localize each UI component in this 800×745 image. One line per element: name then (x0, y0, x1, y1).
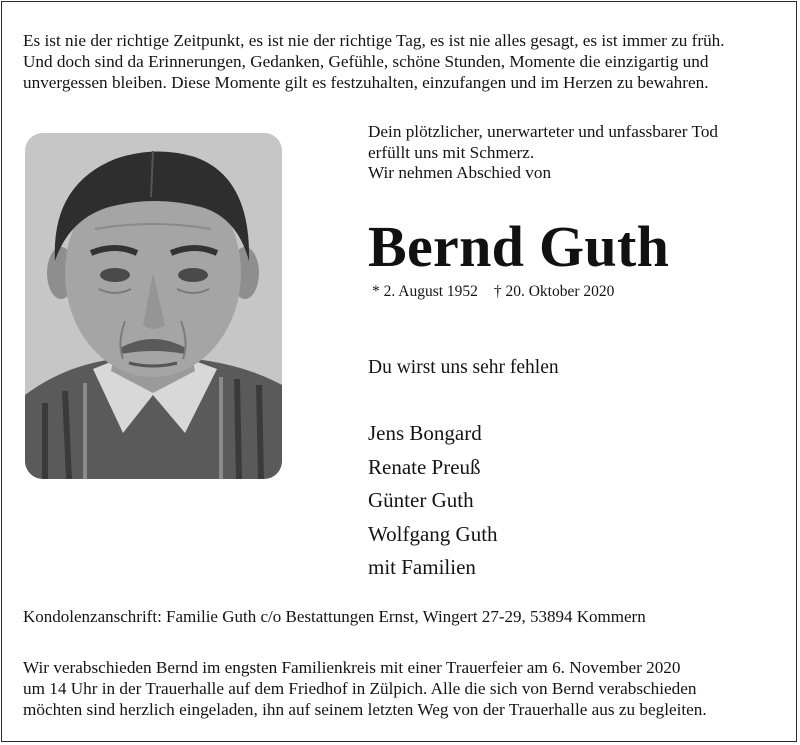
mourners-list (368, 417, 498, 585)
portrait-photo (25, 133, 282, 479)
deceased-name: Bernd Guth (368, 214, 670, 279)
sorrow-line: Wir nehmen Abschied von (368, 163, 552, 182)
mourner-name: mit Familien (368, 555, 476, 579)
life-dates (372, 282, 614, 302)
mourner-name: Renate Preuß (368, 454, 481, 479)
farewell-line: Wir verabschieden Bernd im engsten Familienkreis mit einer Trauerfeier am 6. November 2020 (23, 658, 681, 677)
intro-line: Es ist nie der richtige Zeitpunkt, es ist nie der richtige Tag, es ist nie alles gesagt, es ist immer zu früh. (23, 31, 725, 50)
sorrow-line: erfüllt uns mit Schmerz. (368, 142, 535, 162)
mourner-name: Wolfgang Guth (368, 521, 498, 546)
birth-date: * 2. August 1952 (372, 283, 478, 300)
death-date: † 20. Oktober 2020 (493, 283, 615, 300)
sorrow-line: Dein plötzlicher, unerwarteter und unfassbarer Tod (368, 122, 719, 141)
sorrow-text (368, 122, 788, 184)
farewell-paragraph (23, 657, 783, 720)
miss-text: Du wirst uns sehr fehlen (368, 357, 559, 378)
condolence-address: Kondolenzanschrift: Familie Guth c/o Bestattungen Ernst, Wingert 27-29, 53894 Kommern (23, 607, 646, 626)
farewell-line: möchten sind herzlich eingeladen, ihn auf seinem letzten Weg von der Trauerhalle aus zu begleiten. (23, 700, 707, 719)
mourner-name: Günter Guth (368, 488, 474, 512)
intro-line: unvergessen bleiben. Diese Momente gilt es festzuhalten, einzufangen und im Herzen zu bewahren. (23, 73, 709, 92)
intro-paragraph (23, 30, 783, 93)
intro-line: Und doch sind da Erinnerungen, Gedanken, Gefühle, schöne Stunden, Momente die einzigartig und (23, 52, 709, 71)
mourner-name: Jens Bongard (368, 421, 482, 445)
farewell-line: um 14 Uhr in der Trauerhalle auf dem Friedhof in Zülpich. Alle die sich von Bernd verabschieden (23, 679, 697, 698)
